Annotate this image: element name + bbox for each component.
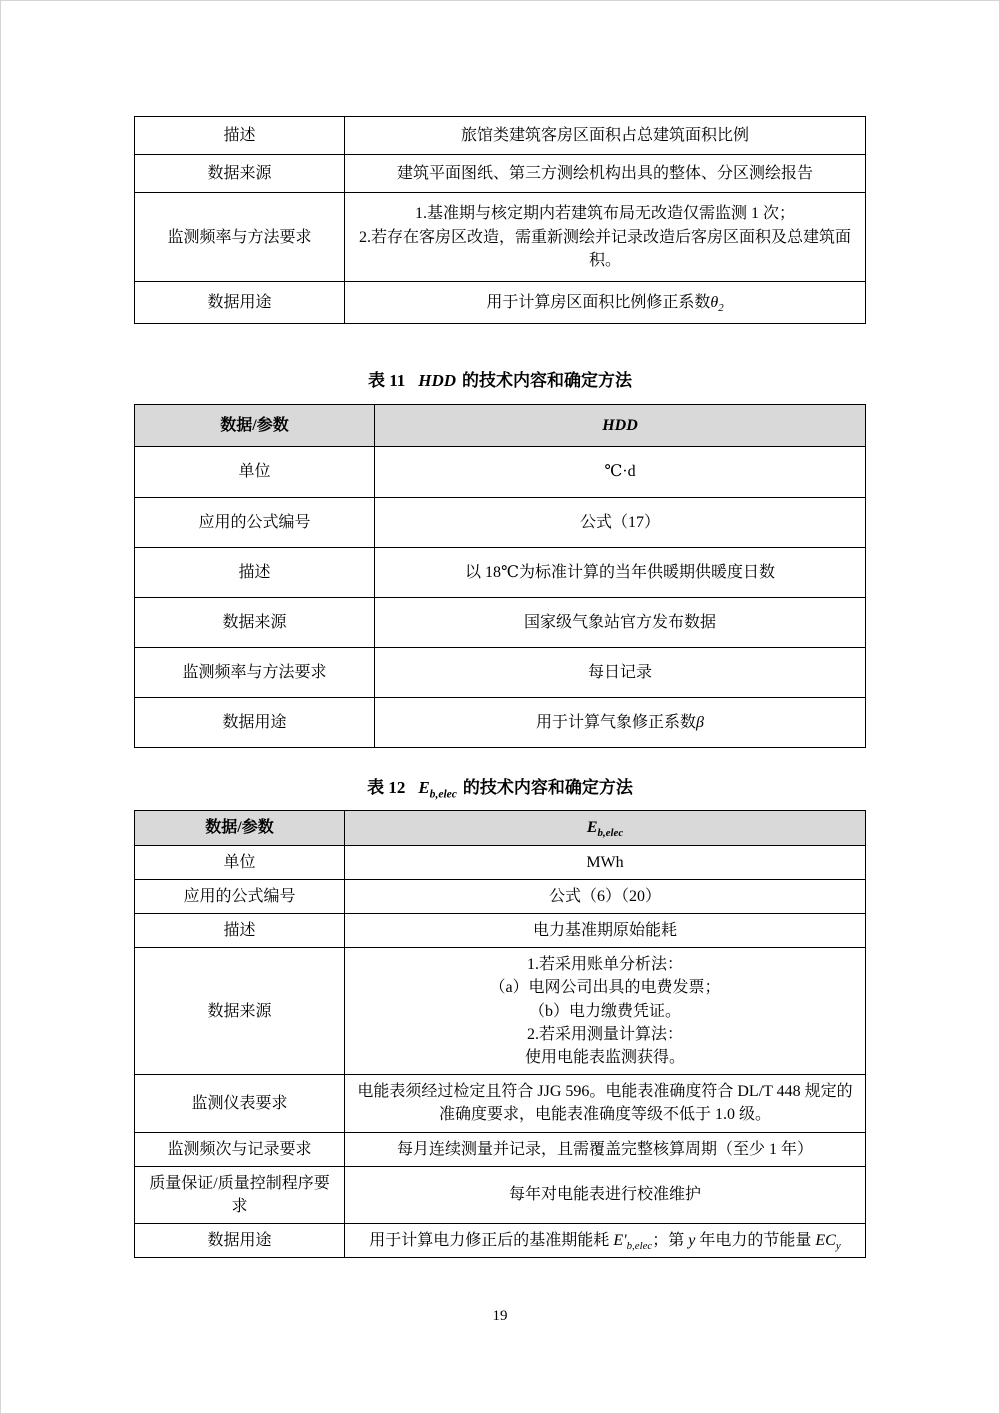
page-content [1,1,999,1258]
header-value-cell [345,811,866,845]
table-header-row [135,405,866,447]
table-row [135,193,866,282]
value-line: 1.基准期与核定期内若建筑布局无改造仅需监测 1 次； [414,205,795,223]
caption-prefix: 表 11 [367,371,406,391]
row-value-cell: 每年对电能表进行校准维护 [345,1166,866,1223]
row-value-cell: 电力基准期原始能耗 [345,914,866,948]
table-row [135,1166,866,1223]
e-belec-symbol [418,778,457,801]
row-value-cell [375,698,866,748]
table-12-e-belec [134,810,866,1258]
table-11-hdd [134,404,866,748]
symbol-main: EC [815,1232,836,1250]
table-row [135,117,866,155]
table-row [135,914,866,948]
row-value-cell [345,1224,866,1258]
page-number: 19 [492,1308,508,1324]
row-value-cell: 每月连续测量并记录，且需覆盖完整核算周期（至少 1 年） [345,1132,866,1166]
row-value-cell [345,281,866,323]
symbol-subscript: y [835,1240,841,1253]
row-label-cell: 监测仪表要求 [135,1075,345,1132]
table-row [135,497,866,547]
header-label-cell: 数据/参数 [135,811,345,845]
row-label-cell: 描述 [135,117,345,155]
theta-symbol: θ [710,293,719,311]
caption-prefix: 表 12 [367,778,406,798]
row-label-cell: 数据用途 [135,1224,345,1258]
symbol-main: E [586,819,598,837]
table-row [135,648,866,698]
value-text: 年电力的节能量 [695,1232,816,1250]
symbol-main: E [418,778,430,798]
table-header-row [135,811,866,845]
row-label-cell: 描述 [135,914,345,948]
table11-caption [134,366,866,391]
table-row [135,447,866,497]
row-value-cell: 国家级气象站官方发布数据 [375,597,866,647]
table-row [135,1075,866,1132]
row-value-cell: 建筑平面图纸、第三方测绘机构出具的整体、分区测绘报告 [345,155,866,193]
header-label-cell: 数据/参数 [135,405,375,447]
table-row [135,845,866,879]
symbol-subscript: b,elec [429,787,457,801]
ec-y-symbol [815,1232,841,1253]
caption-suffix: 的技术内容和确定方法 [462,778,633,798]
value-line: 2.若存在客房区改造，需重新测绘并记录改造后客房区面积及总建筑面积。 [358,228,851,269]
value-line: （a）电网公司出具的电费发票； [489,979,721,997]
row-label-cell: 数据来源 [135,948,345,1075]
row-label-cell: 数据用途 [135,698,375,748]
row-value-cell: ℃·d [375,447,866,497]
row-value-cell: 以 18℃为标准计算的当年供暖期供暖度日数 [375,547,866,597]
row-value-cell: MWh [345,845,866,879]
table-row [135,547,866,597]
table12-caption [134,773,866,801]
row-value-cell: 电能表须经过检定且符合 JJG 596。电能表准确度符合 DL/T 448 规定的准确度要求，电能表准确度等级不低于 1.0 级。 [345,1075,866,1132]
symbol-subscript: b,elec [626,1240,653,1253]
symbol-main: E′ [613,1232,627,1250]
value-text: 用于计算房区面积比例修正系数 [486,293,711,311]
value-text: 用于计算电力修正后的基准期能耗 [369,1232,614,1250]
caption-suffix: 的技术内容和确定方法 [462,371,633,391]
value-line: 使用电能表监测获得。 [524,1048,685,1066]
theta-subscript: 2 [718,302,724,315]
row-label-cell: 监测频次与记录要求 [135,1132,345,1166]
row-label-cell: 数据来源 [135,597,375,647]
header-value-cell: HDD [375,405,866,447]
row-label-cell: 描述 [135,547,375,597]
table-row [135,948,866,1075]
value-line: （b）电力缴费凭证。 [528,1002,681,1020]
row-value-cell [345,193,866,282]
table-room-area-continued [134,116,866,324]
table-row [135,1132,866,1166]
row-value-cell: 旅馆类建筑客房区面积占总建筑面积比例 [345,117,866,155]
row-value-cell: 公式（17） [375,497,866,547]
table-row [135,698,866,748]
table-row [135,281,866,323]
table-row [135,155,866,193]
value-text: 用于计算气象修正系数 [536,714,697,732]
y-symbol: y [688,1232,696,1250]
row-label-cell: 监测频率与方法要求 [135,193,345,282]
hdd-symbol: HDD [418,371,457,391]
beta-symbol: β [696,714,704,732]
row-label-cell: 数据用途 [135,281,345,323]
row-value-cell [345,948,866,1075]
row-label-cell: 应用的公式编号 [135,879,345,913]
table-row [135,879,866,913]
row-label-cell: 单位 [135,447,375,497]
value-line: 2.若采用测量计算法： [526,1025,683,1043]
table-row [135,597,866,647]
e-prime-belec-symbol [613,1232,653,1253]
row-value-cell: 每日记录 [375,648,866,698]
row-label-cell: 质量保证/质量控制程序要求 [135,1166,345,1223]
row-label-cell: 监测频率与方法要求 [135,648,375,698]
row-value-cell: 公式（6）（20） [345,879,866,913]
row-label-cell: 数据来源 [135,155,345,193]
symbol-subscript: b,elec [597,827,624,840]
table-row [135,1224,866,1258]
value-text: ；第 [652,1232,689,1250]
row-label-cell: 应用的公式编号 [135,497,375,547]
row-label-cell: 单位 [135,845,345,879]
value-line: 1.若采用账单分析法： [526,956,683,974]
